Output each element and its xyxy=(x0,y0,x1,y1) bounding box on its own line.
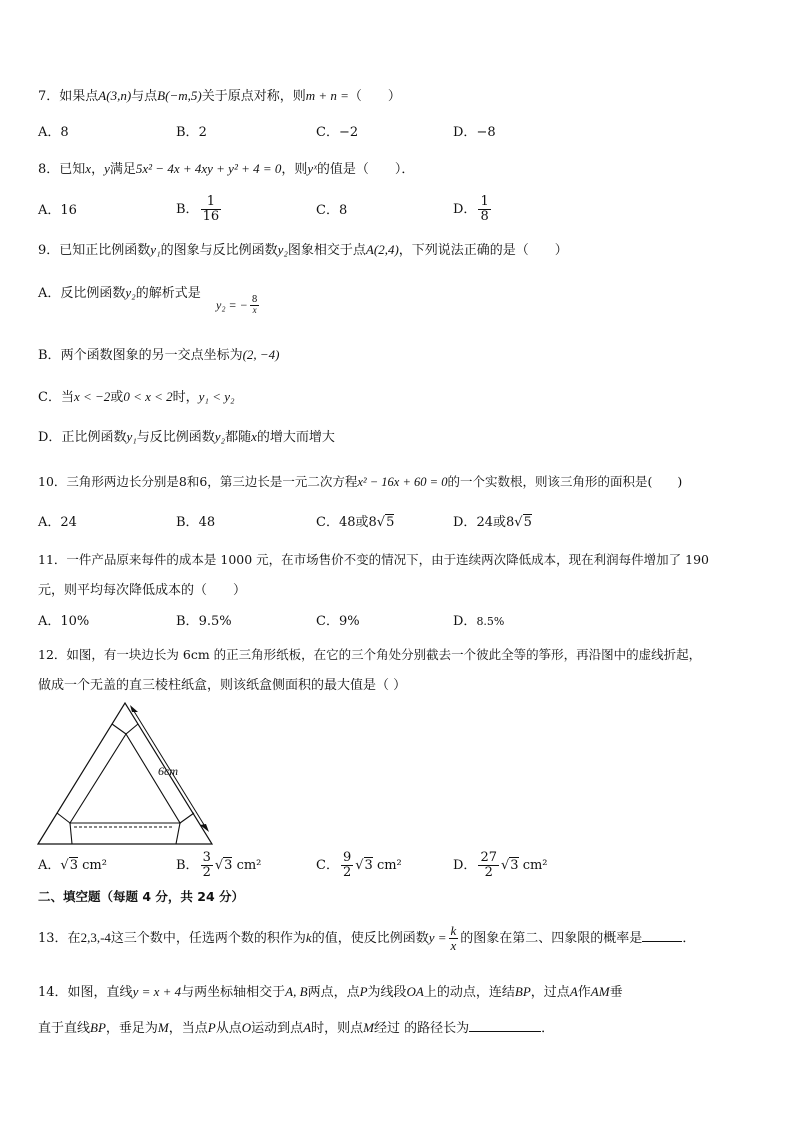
figure-dimension-label: 6cm xyxy=(158,764,178,778)
q12-stem-line2: 做成一个无盖的直三棱柱纸盒，则该纸盒侧面积的最大值是（ ） xyxy=(38,678,407,693)
q9-option-d[interactable]: D．正比例函数y₁与反比例函数y₂都随x的增大而增大 xyxy=(38,429,335,445)
cut-c xyxy=(176,823,180,844)
q12-option-c[interactable]: C． $\frac{9}{2}$ √3 cm² xyxy=(316,850,402,880)
q12-option-d[interactable]: D． $\frac{27}{2}$ √3 cm² xyxy=(453,850,548,880)
q11-stem-line2: 元，则平均每次降低成本的（ ） xyxy=(38,583,247,598)
q9-option-b[interactable]: B．两个函数图象的另一交点坐标为(2, −4) xyxy=(38,347,280,363)
q7-option-a[interactable]: A．8 xyxy=(38,125,69,140)
q9-option-a[interactable]: A．反比例函数y₂的解析式是 xyxy=(38,285,201,301)
triangle-figure xyxy=(34,700,234,848)
q10-option-b[interactable]: B．48 xyxy=(176,515,216,530)
q11-option-c[interactable]: C．9% xyxy=(316,614,360,629)
q14-answer-blank[interactable] xyxy=(469,1031,541,1032)
q10-option-c[interactable]: C．48或8√5 xyxy=(316,515,395,530)
q13-stem: 13．在2,3,-4这三个数中，任选两个数的积作为k的值，使反比例函数y = $\frac{k}{x}$ 的图象在第二、四象限的概率是 ． xyxy=(38,923,696,953)
q8-option-b[interactable]: B． $\frac{1}{16}$ xyxy=(176,194,220,224)
q9-option-c[interactable]: C．当x < −2或0 < x < 2时，y₁ < y₂ xyxy=(38,389,235,405)
q12-option-a[interactable]: A．√3 cm² xyxy=(38,858,107,873)
q11-stem-line1: 11．一件产品原来每件的成本是 1000 元，在市场售价不变的情况下，由于连续两次降低成本，现在利润每件增加了 190 xyxy=(38,552,709,567)
q7-option-d[interactable]: D．−8 xyxy=(453,125,496,140)
q8-option-d[interactable]: D． $\frac{1}{8}$ xyxy=(453,194,489,224)
q11-option-a[interactable]: A．10% xyxy=(38,614,90,629)
q7-option-b[interactable]: B．2 xyxy=(176,125,207,140)
cut-e xyxy=(112,724,126,734)
cut-a xyxy=(70,823,72,844)
q14-stem-line1: 14．如图，直线y = x + 4与两坐标轴相交于A, B两点，点P为线段OA上的动点，连结BP，过点A作AM垂 xyxy=(38,984,623,1000)
q7-stem: 7．如果点A(3,n)与点B(−m,5)关于原点对称，则m + n =（ ） xyxy=(38,88,401,104)
q12-option-b[interactable]: B． $\frac{3}{2}$ √3 cm² xyxy=(176,850,262,880)
q10-stem: 10．三角形两边长分别是8和6，第三边长是一元二次方程x² − 16x + 60 = 0的一个实数根，则该三角形的面积是( ) xyxy=(38,474,683,489)
q11-option-b[interactable]: B．9.5% xyxy=(176,614,232,629)
q8-stem: 8．已知x，y满足5x² − 4x + 4xy + y² + 4 = 0，则yˣ的值是（ ）． xyxy=(38,161,415,177)
q10-option-d[interactable]: D．24或8√5 xyxy=(453,515,532,530)
q11-option-d[interactable]: D．8.5% xyxy=(453,614,505,629)
dimension-arrow-head-top xyxy=(130,705,138,712)
q9-option-a-formula: y₂ = − $\frac{8}{x}$ xyxy=(216,295,258,315)
cut-b xyxy=(57,813,70,823)
q7-option-c[interactable]: C．−2 xyxy=(316,125,359,140)
q12-stem-line1: 12．如图，有一块边长为 6cm 的正三角形纸板，在它的三个角处分别截去一个彼此全等的筝形，再沿图中的虚线折起， xyxy=(38,647,702,662)
q8-option-c[interactable]: C．8 xyxy=(316,203,348,218)
cut-d xyxy=(180,813,194,823)
q8-option-a[interactable]: A．16 xyxy=(38,203,77,218)
q13-answer-blank[interactable] xyxy=(642,941,682,942)
q10-option-a[interactable]: A．24 xyxy=(38,515,77,530)
q14-stem-line2: 直于直线BP，垂足为M，当点P从点O运动到点A时，则点M经过 的路径长为 ． xyxy=(38,1020,555,1036)
cut-line-1 xyxy=(38,823,70,844)
section-heading-fill-in: 二、填空题（每题 4 分，共 24 分） xyxy=(38,889,245,904)
cut-f xyxy=(126,724,138,734)
q9-stem: 9．已知正比例函数y₁的图象与反比例函数y₂图象相交于点A(2,4)，下列说法正确的是（ ） xyxy=(38,242,568,258)
